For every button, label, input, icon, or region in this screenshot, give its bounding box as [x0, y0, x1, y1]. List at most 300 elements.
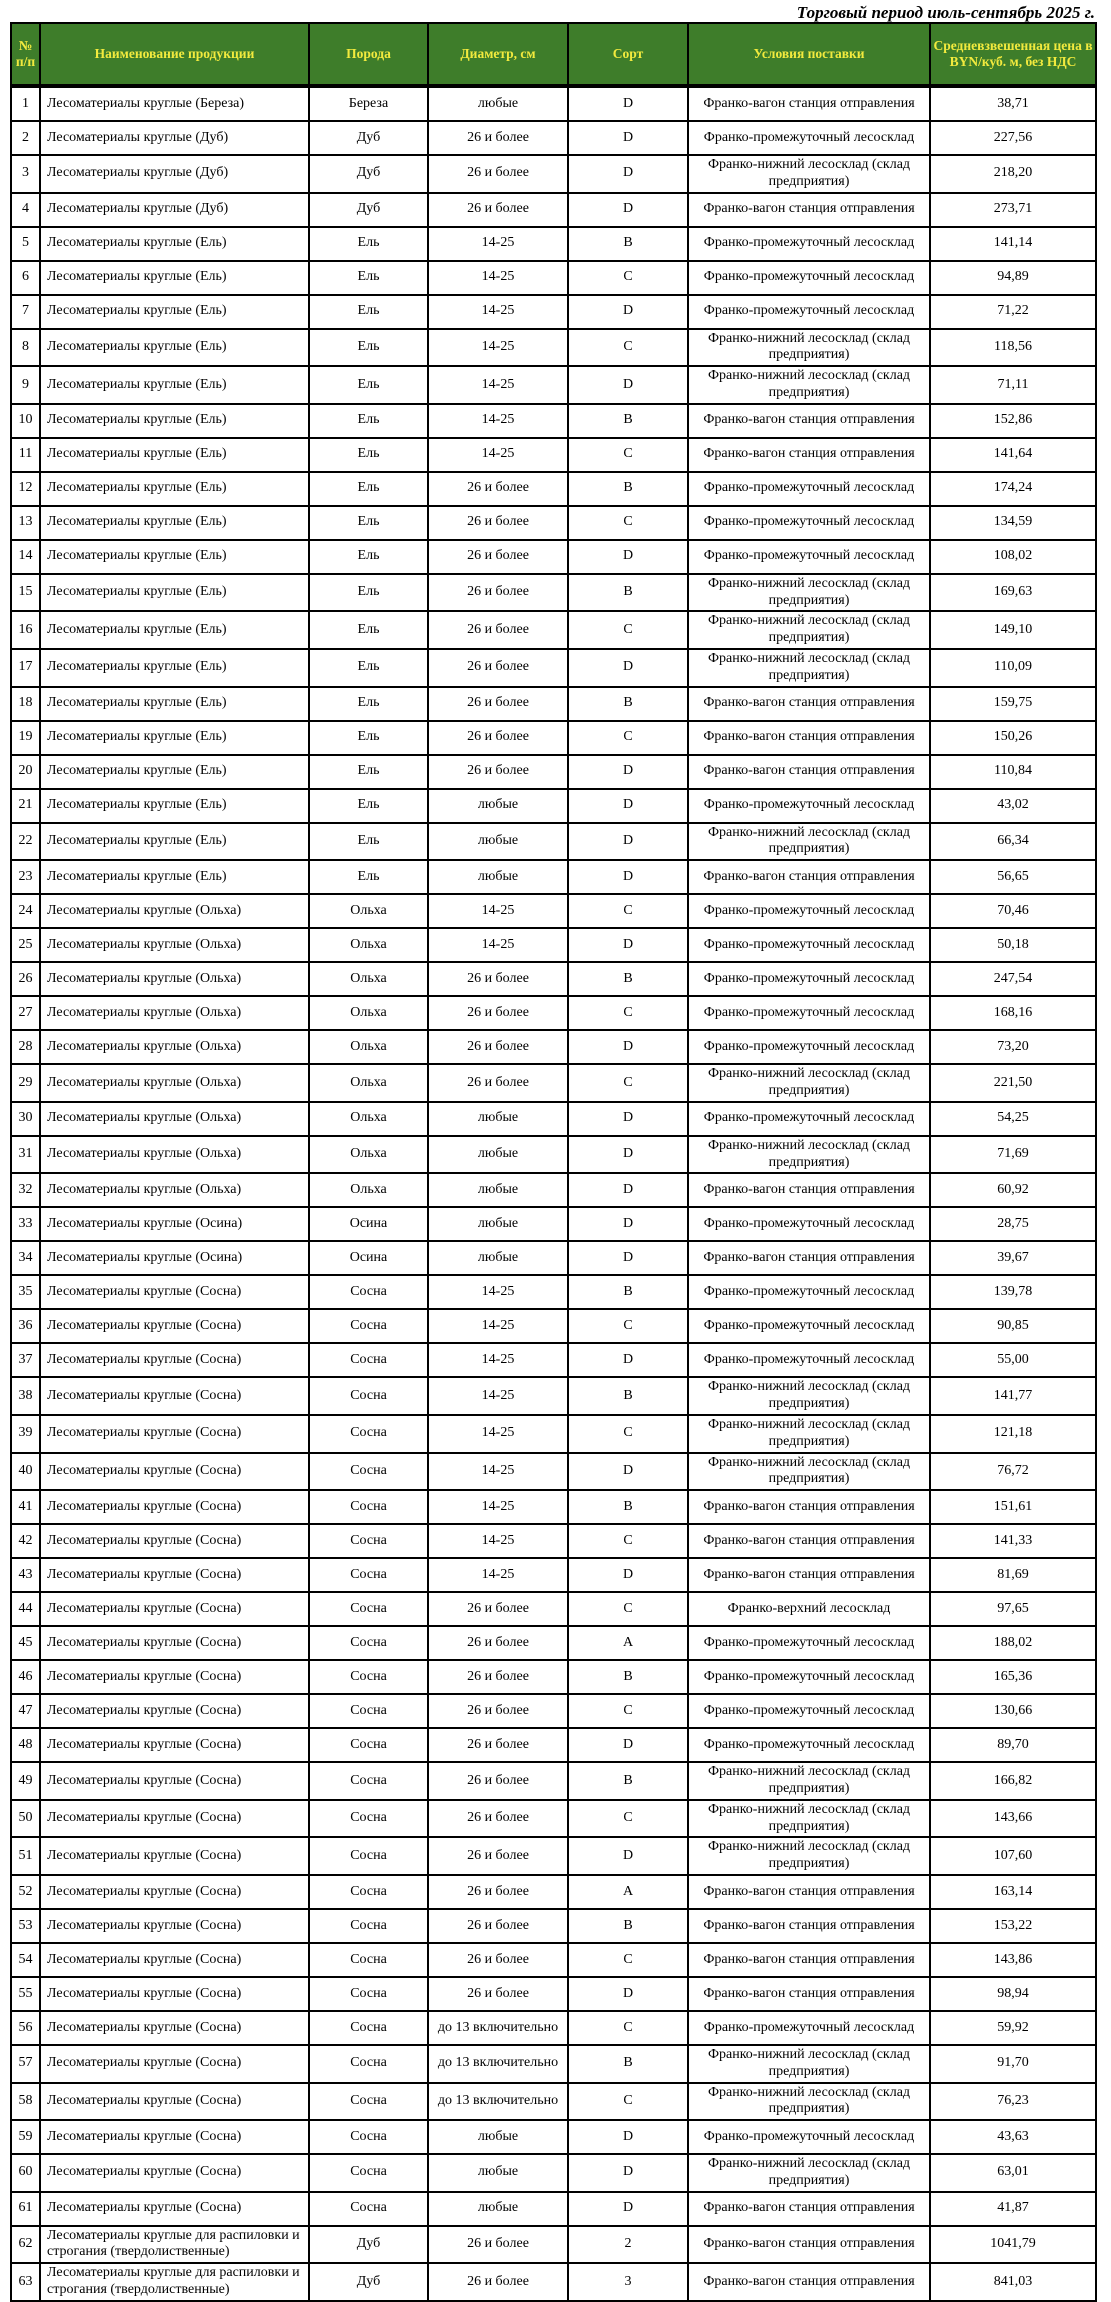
diameter: 26 и более: [428, 574, 568, 612]
product-name: Лесоматериалы круглые (Сосна): [40, 2192, 309, 2226]
product-name: Лесоматериалы круглые (Сосна): [40, 1943, 309, 1977]
delivery-terms: Франко-промежуточный лесосклад: [688, 789, 930, 823]
product-name: Лесоматериалы круглые (Ель): [40, 227, 309, 261]
price: 141,33: [930, 1524, 1096, 1558]
table-row: [11, 1694, 1096, 1728]
price: 247,54: [930, 962, 1096, 996]
delivery-terms: Франко-вагон станция отправления: [688, 1943, 930, 1977]
row-number: 23: [11, 860, 40, 894]
table-row: [11, 404, 1096, 438]
price: 39,67: [930, 1241, 1096, 1275]
row-number: 10: [11, 404, 40, 438]
product-name: Лесоматериалы круглые (Сосна): [40, 1694, 309, 1728]
grade: D: [568, 193, 688, 227]
product-name: Лесоматериалы круглые (Ель): [40, 366, 309, 404]
diameter: 26 и более: [428, 687, 568, 721]
diameter: 26 и более: [428, 1943, 568, 1977]
diameter: 26 и более: [428, 1064, 568, 1102]
row-number: 35: [11, 1275, 40, 1309]
species: Сосна: [309, 1660, 428, 1694]
row-number: 50: [11, 1800, 40, 1838]
species: Осина: [309, 1241, 428, 1275]
price: 71,22: [930, 295, 1096, 329]
table-row: [11, 1102, 1096, 1136]
grade: C: [568, 1943, 688, 1977]
table-row: [11, 1524, 1096, 1558]
table-row: [11, 2011, 1096, 2045]
grade: C: [568, 506, 688, 540]
row-number: 33: [11, 1207, 40, 1241]
diameter: 26 и более: [428, 540, 568, 574]
diameter: 26 и более: [428, 193, 568, 227]
diameter: 14-25: [428, 404, 568, 438]
diameter: 14-25: [428, 227, 568, 261]
species: Дуб: [309, 2226, 428, 2264]
diameter: 14-25: [428, 1309, 568, 1343]
column-header-diameter: Диаметр, см: [428, 23, 568, 86]
row-number: 27: [11, 996, 40, 1030]
price: 71,11: [930, 366, 1096, 404]
species: Сосна: [309, 1694, 428, 1728]
diameter: любые: [428, 86, 568, 121]
price: 143,66: [930, 1800, 1096, 1838]
price: 66,34: [930, 823, 1096, 861]
delivery-terms: Франко-нижний лесосклад (склад предприятия): [688, 2083, 930, 2121]
row-number: 38: [11, 1377, 40, 1415]
grade: D: [568, 823, 688, 861]
species: Сосна: [309, 1837, 428, 1875]
delivery-terms: Франко-промежуточный лесосклад: [688, 1660, 930, 1694]
delivery-terms: Франко-промежуточный лесосклад: [688, 1030, 930, 1064]
diameter: 26 и более: [428, 1875, 568, 1909]
diameter: любые: [428, 2192, 568, 2226]
product-name: Лесоматериалы круглые для распиловки и строгания (твердолиственные): [40, 2226, 309, 2264]
row-number: 13: [11, 506, 40, 540]
delivery-terms: Франко-вагон станция отправления: [688, 1173, 930, 1207]
delivery-terms: Франко-нижний лесосклад (склад предприятия): [688, 155, 930, 193]
diameter: любые: [428, 1173, 568, 1207]
product-name: Лесоматериалы круглые (Сосна): [40, 1415, 309, 1453]
price: 38,71: [930, 86, 1096, 121]
species: Ель: [309, 329, 428, 367]
row-number: 36: [11, 1309, 40, 1343]
product-name: Лесоматериалы круглые (Сосна): [40, 1558, 309, 1592]
product-name: Лесоматериалы круглые (Ель): [40, 472, 309, 506]
species: Сосна: [309, 1343, 428, 1377]
grade: C: [568, 1800, 688, 1838]
product-name: Лесоматериалы круглые (Сосна): [40, 1309, 309, 1343]
grade: 2: [568, 2226, 688, 2264]
price: 139,78: [930, 1275, 1096, 1309]
table-row: [11, 472, 1096, 506]
price: 169,63: [930, 574, 1096, 612]
species: Сосна: [309, 1275, 428, 1309]
delivery-terms: Франко-вагон станция отправления: [688, 860, 930, 894]
grade: D: [568, 649, 688, 687]
product-name: Лесоматериалы круглые (Ель): [40, 823, 309, 861]
diameter: 26 и более: [428, 611, 568, 649]
row-number: 28: [11, 1030, 40, 1064]
table-row: [11, 1909, 1096, 1943]
delivery-terms: Франко-промежуточный лесосклад: [688, 2120, 930, 2154]
grade: D: [568, 121, 688, 155]
price: 98,94: [930, 1977, 1096, 2011]
grade: C: [568, 1309, 688, 1343]
grade: B: [568, 2045, 688, 2083]
diameter: до 13 включительно: [428, 2045, 568, 2083]
table-row: [11, 540, 1096, 574]
product-name: Лесоматериалы круглые (Сосна): [40, 1626, 309, 1660]
product-name: Лесоматериалы круглые (Ель): [40, 611, 309, 649]
delivery-terms: Франко-вагон станция отправления: [688, 2263, 930, 2301]
grade: C: [568, 1694, 688, 1728]
table-row: [11, 962, 1096, 996]
species: Ель: [309, 540, 428, 574]
product-name: Лесоматериалы круглые (Ель): [40, 721, 309, 755]
price: 81,69: [930, 1558, 1096, 1592]
grade: B: [568, 1762, 688, 1800]
price: 166,82: [930, 1762, 1096, 1800]
diameter: 26 и более: [428, 1626, 568, 1660]
row-number: 3: [11, 155, 40, 193]
row-number: 63: [11, 2263, 40, 2301]
grade: B: [568, 962, 688, 996]
delivery-terms: Франко-вагон станция отправления: [688, 1558, 930, 1592]
table-row: [11, 1800, 1096, 1838]
product-name: Лесоматериалы круглые (Ольха): [40, 1064, 309, 1102]
row-number: 59: [11, 2120, 40, 2154]
header-row: [11, 23, 1096, 86]
species: Береза: [309, 86, 428, 121]
grade: D: [568, 1241, 688, 1275]
price: 168,16: [930, 996, 1096, 1030]
row-number: 51: [11, 1837, 40, 1875]
price: 89,70: [930, 1728, 1096, 1762]
diameter: 26 и более: [428, 962, 568, 996]
price: 152,86: [930, 404, 1096, 438]
species: Сосна: [309, 1592, 428, 1626]
delivery-terms: Франко-нижний лесосклад (склад предприятия): [688, 2154, 930, 2192]
product-name: Лесоматериалы круглые (Ель): [40, 329, 309, 367]
row-number: 60: [11, 2154, 40, 2192]
price: 134,59: [930, 506, 1096, 540]
row-number: 58: [11, 2083, 40, 2121]
delivery-terms: Франко-промежуточный лесосклад: [688, 1309, 930, 1343]
table-row: [11, 789, 1096, 823]
grade: C: [568, 2083, 688, 2121]
row-number: 22: [11, 823, 40, 861]
price: 110,84: [930, 755, 1096, 789]
species: Сосна: [309, 2045, 428, 2083]
product-name: Лесоматериалы круглые (Сосна): [40, 1275, 309, 1309]
price: 59,92: [930, 2011, 1096, 2045]
diameter: 26 и более: [428, 1762, 568, 1800]
row-number: 56: [11, 2011, 40, 2045]
grade: C: [568, 721, 688, 755]
delivery-terms: Франко-нижний лесосклад (склад предприятия): [688, 1415, 930, 1453]
row-number: 47: [11, 1694, 40, 1728]
product-name: Лесоматериалы круглые (Ель): [40, 687, 309, 721]
table-row: [11, 1136, 1096, 1174]
product-name: Лесоматериалы круглые (Сосна): [40, 2120, 309, 2154]
species: Ель: [309, 261, 428, 295]
diameter: 14-25: [428, 1558, 568, 1592]
species: Сосна: [309, 1415, 428, 1453]
product-name: Лесоматериалы круглые (Дуб): [40, 121, 309, 155]
table-row: [11, 1762, 1096, 1800]
row-number: 5: [11, 227, 40, 261]
delivery-terms: Франко-вагон станция отправления: [688, 404, 930, 438]
grade: D: [568, 1453, 688, 1491]
row-number: 42: [11, 1524, 40, 1558]
grade: D: [568, 155, 688, 193]
diameter: 26 и более: [428, 2226, 568, 2264]
species: Ель: [309, 611, 428, 649]
grade: D: [568, 1136, 688, 1174]
diameter: любые: [428, 860, 568, 894]
row-number: 15: [11, 574, 40, 612]
diameter: 26 и более: [428, 1728, 568, 1762]
delivery-terms: Франко-промежуточный лесосклад: [688, 996, 930, 1030]
grade: D: [568, 928, 688, 962]
price: 76,72: [930, 1453, 1096, 1491]
row-number: 52: [11, 1875, 40, 1909]
row-number: 20: [11, 755, 40, 789]
species: Сосна: [309, 2192, 428, 2226]
price: 118,56: [930, 329, 1096, 367]
grade: D: [568, 2120, 688, 2154]
delivery-terms: Франко-промежуточный лесосклад: [688, 540, 930, 574]
row-number: 19: [11, 721, 40, 755]
price: 130,66: [930, 1694, 1096, 1728]
table-row: [11, 1728, 1096, 1762]
grade: A: [568, 1626, 688, 1660]
product-name: Лесоматериалы круглые (Дуб): [40, 155, 309, 193]
diameter: 26 и более: [428, 996, 568, 1030]
table-row: [11, 1875, 1096, 1909]
column-header-grade: Сорт: [568, 23, 688, 86]
grade: B: [568, 1377, 688, 1415]
table-row: [11, 366, 1096, 404]
row-number: 45: [11, 1626, 40, 1660]
delivery-terms: Франко-нижний лесосклад (склад предприятия): [688, 1377, 930, 1415]
product-name: Лесоматериалы круглые (Ель): [40, 789, 309, 823]
diameter: 14-25: [428, 1490, 568, 1524]
row-number: 14: [11, 540, 40, 574]
grade: D: [568, 1102, 688, 1136]
column-header-delivery-terms: Условия поставки: [688, 23, 930, 86]
species: Сосна: [309, 2011, 428, 2045]
product-name: Лесоматериалы круглые (Ель): [40, 540, 309, 574]
product-name: Лесоматериалы круглые (Сосна): [40, 1875, 309, 1909]
species: Сосна: [309, 1943, 428, 1977]
column-header-species: Порода: [309, 23, 428, 86]
table-row: [11, 1592, 1096, 1626]
species: Сосна: [309, 1977, 428, 2011]
delivery-terms: Франко-верхний лесосклад: [688, 1592, 930, 1626]
row-number: 40: [11, 1453, 40, 1491]
row-number: 55: [11, 1977, 40, 2011]
row-number: 46: [11, 1660, 40, 1694]
species: Ольха: [309, 1064, 428, 1102]
diameter: 26 и более: [428, 649, 568, 687]
price: 151,61: [930, 1490, 1096, 1524]
table-row: [11, 1064, 1096, 1102]
delivery-terms: Франко-нижний лесосклад (склад предприятия): [688, 2045, 930, 2083]
grade: D: [568, 1837, 688, 1875]
row-number: 17: [11, 649, 40, 687]
table-row: [11, 329, 1096, 367]
row-number: 57: [11, 2045, 40, 2083]
diameter: 14-25: [428, 1524, 568, 1558]
product-name: Лесоматериалы круглые (Ольха): [40, 962, 309, 996]
grade: B: [568, 1275, 688, 1309]
grade: D: [568, 2192, 688, 2226]
species: Дуб: [309, 2263, 428, 2301]
price: 218,20: [930, 155, 1096, 193]
species: Ель: [309, 860, 428, 894]
row-number: 62: [11, 2226, 40, 2264]
delivery-terms: Франко-вагон станция отправления: [688, 1875, 930, 1909]
species: Ель: [309, 687, 428, 721]
price: 50,18: [930, 928, 1096, 962]
diameter: 26 и более: [428, 1592, 568, 1626]
diameter: любые: [428, 1207, 568, 1241]
diameter: 14-25: [428, 1453, 568, 1491]
diameter: любые: [428, 823, 568, 861]
price: 121,18: [930, 1415, 1096, 1453]
delivery-terms: Франко-нижний лесосклад (склад предприятия): [688, 1453, 930, 1491]
grade: D: [568, 789, 688, 823]
price: 174,24: [930, 472, 1096, 506]
row-number: 48: [11, 1728, 40, 1762]
product-name: Лесоматериалы круглые (Сосна): [40, 2045, 309, 2083]
price: 97,65: [930, 1592, 1096, 1626]
product-name: Лесоматериалы круглые (Ель): [40, 649, 309, 687]
species: Сосна: [309, 2083, 428, 2121]
table-row: [11, 1343, 1096, 1377]
delivery-terms: Франко-вагон станция отправления: [688, 1490, 930, 1524]
table-row: [11, 1453, 1096, 1491]
species: Ель: [309, 366, 428, 404]
table-row: [11, 928, 1096, 962]
product-name: Лесоматериалы круглые (Сосна): [40, 1592, 309, 1626]
species: Ель: [309, 789, 428, 823]
product-name: Лесоматериалы круглые (Ель): [40, 574, 309, 612]
table-row: [11, 1030, 1096, 1064]
price: 273,71: [930, 193, 1096, 227]
diameter: 26 и более: [428, 755, 568, 789]
price: 43,02: [930, 789, 1096, 823]
table-row: [11, 2083, 1096, 2121]
table-row: [11, 1377, 1096, 1415]
table-row: [11, 996, 1096, 1030]
diameter: 26 и более: [428, 472, 568, 506]
species: Ольха: [309, 894, 428, 928]
table-row: [11, 2192, 1096, 2226]
diameter: 26 и более: [428, 721, 568, 755]
table-row: [11, 86, 1096, 121]
grade: D: [568, 1343, 688, 1377]
row-number: 61: [11, 2192, 40, 2226]
species: Сосна: [309, 2154, 428, 2192]
diameter: 14-25: [428, 928, 568, 962]
species: Ель: [309, 823, 428, 861]
species: Дуб: [309, 193, 428, 227]
table-row: [11, 1943, 1096, 1977]
table-row: [11, 2045, 1096, 2083]
price: 90,85: [930, 1309, 1096, 1343]
table-row: [11, 1207, 1096, 1241]
product-name: Лесоматериалы круглые (Сосна): [40, 2011, 309, 2045]
diameter: любые: [428, 1241, 568, 1275]
price: 108,02: [930, 540, 1096, 574]
diameter: 26 и более: [428, 2263, 568, 2301]
species: Ольха: [309, 1173, 428, 1207]
grade: A: [568, 1875, 688, 1909]
delivery-terms: Франко-нижний лесосклад (склад предприятия): [688, 1136, 930, 1174]
delivery-terms: Франко-промежуточный лесосклад: [688, 261, 930, 295]
grade: B: [568, 1660, 688, 1694]
species: Ольха: [309, 996, 428, 1030]
price: 73,20: [930, 1030, 1096, 1064]
grade: B: [568, 1909, 688, 1943]
row-number: 11: [11, 438, 40, 472]
table-row: [11, 721, 1096, 755]
table-row: [11, 1275, 1096, 1309]
table-row: [11, 506, 1096, 540]
price: 76,23: [930, 2083, 1096, 2121]
delivery-terms: Франко-вагон станция отправления: [688, 687, 930, 721]
grade: C: [568, 261, 688, 295]
table-row: [11, 687, 1096, 721]
row-number: 53: [11, 1909, 40, 1943]
product-name: Лесоматериалы круглые (Сосна): [40, 1837, 309, 1875]
delivery-terms: Франко-промежуточный лесосклад: [688, 121, 930, 155]
species: Осина: [309, 1207, 428, 1241]
row-number: 4: [11, 193, 40, 227]
row-number: 9: [11, 366, 40, 404]
diameter: 14-25: [428, 261, 568, 295]
row-number: 39: [11, 1415, 40, 1453]
table-row: [11, 649, 1096, 687]
species: Дуб: [309, 155, 428, 193]
delivery-terms: Франко-промежуточный лесосклад: [688, 928, 930, 962]
table-row: [11, 2120, 1096, 2154]
row-number: 18: [11, 687, 40, 721]
row-number: 32: [11, 1173, 40, 1207]
row-number: 8: [11, 329, 40, 367]
price: 28,75: [930, 1207, 1096, 1241]
product-name: Лесоматериалы круглые (Ель): [40, 506, 309, 540]
price: 141,77: [930, 1377, 1096, 1415]
row-number: 43: [11, 1558, 40, 1592]
row-number: 30: [11, 1102, 40, 1136]
diameter: любые: [428, 2154, 568, 2192]
row-number: 16: [11, 611, 40, 649]
grade: C: [568, 2011, 688, 2045]
species: Сосна: [309, 1875, 428, 1909]
delivery-terms: Франко-нижний лесосклад (склад предприятия): [688, 649, 930, 687]
price: 143,86: [930, 1943, 1096, 1977]
grade: C: [568, 438, 688, 472]
delivery-terms: Франко-нижний лесосклад (склад предприятия): [688, 823, 930, 861]
delivery-terms: Франко-промежуточный лесосклад: [688, 1343, 930, 1377]
row-number: 1: [11, 86, 40, 121]
table-row: [11, 227, 1096, 261]
table-row: [11, 823, 1096, 861]
species: Ель: [309, 755, 428, 789]
